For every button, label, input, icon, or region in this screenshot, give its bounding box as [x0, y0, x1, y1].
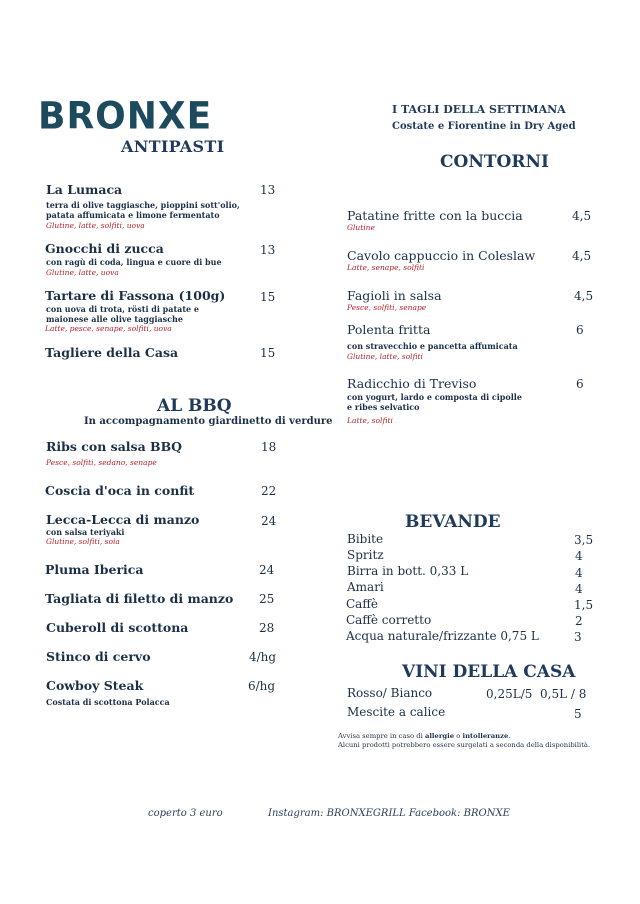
contorno-allergens: Glutine [347, 223, 375, 232]
contorno-desc: e ribes selvatico [347, 402, 420, 412]
antipasto-desc: terra di olive taggiasche, pioppini sott'olio, [46, 200, 240, 210]
bbq-item-price: 24 [259, 563, 275, 577]
bevanda-price: 3,5 [574, 533, 594, 547]
bbq-item-price: 4/hg [249, 650, 277, 664]
antipasto-name: La Lumaca [46, 182, 123, 197]
coperto-text: coperto 3 euro [148, 808, 223, 819]
brand-logo: BRONXE [38, 94, 213, 139]
antipasto-name: Gnocchi di zucca [45, 241, 164, 256]
contorno-price: 6 [576, 323, 584, 337]
notice-allergie: allergie [424, 732, 455, 740]
bbq-item-name: Coscia d'oca in confit [45, 483, 195, 498]
bbq-item-price: 25 [259, 592, 275, 606]
antipasto-name: Tartare di Fassona (100g) [45, 288, 226, 303]
bbq-item-name: Cowboy Steak [46, 678, 144, 693]
bevande-title: BEVANDE [405, 512, 501, 532]
vini-title: VINI DELLA CASA [402, 662, 576, 682]
bevanda-name: Caffè [346, 597, 378, 611]
bevanda-price: 3 [574, 630, 582, 644]
antipasto-name: Tagliere della Casa [45, 345, 179, 360]
contorno-price: 4,5 [572, 249, 592, 263]
bevanda-name: Amari [347, 580, 384, 594]
notice-intolleranze: intolleranze [462, 732, 509, 740]
bbq-subtitle: In accompagnamento giardinetto di verdure [84, 416, 333, 427]
bbq-item-price: 28 [259, 621, 275, 635]
contorno-name: Radicchio di Treviso [347, 376, 477, 391]
tagli-title: I TAGLI DELLA SETTIMANA [392, 103, 566, 116]
notice-text: . [508, 732, 511, 740]
bevanda-name: Spritz [347, 548, 384, 562]
contorni-title: CONTORNI [440, 152, 549, 172]
notice-text: Avvisa sempre in caso di [338, 732, 425, 740]
antipasto-allergens: Glutine, latte, uova [46, 268, 119, 277]
antipasto-desc: maionese alle olive taggiasche [46, 314, 183, 324]
bbq-item-price: 18 [261, 440, 277, 454]
bevanda-price: 2 [575, 614, 583, 628]
bbq-item-price: 22 [261, 484, 277, 498]
antipasto-desc: con uova di trota, rösti di patate e [46, 304, 199, 314]
antipasto-price: 13 [260, 183, 276, 197]
bevanda-price: 4 [575, 582, 583, 596]
bbq-item-name: Pluma Iberica [45, 562, 144, 577]
bbq-item-name: Ribs con salsa BBQ [46, 439, 183, 454]
bbq-item-name: Lecca-Lecca di manzo [46, 512, 200, 527]
contorno-name: Fagioli in salsa [347, 288, 442, 303]
notice-text: o [454, 732, 463, 740]
contorno-price: 6 [576, 377, 584, 391]
contorno-allergens: Pesce, solfiti, senape [347, 303, 427, 312]
contorno-desc: con yogurt, lardo e composta di cipolle [347, 392, 522, 402]
vino-name: Rosso/ Bianco [347, 686, 433, 700]
bbq-item-allergens: Pesce, solfiti, sedano, senape [46, 458, 157, 467]
bevanda-price: 4 [575, 549, 583, 563]
frozen-notice: Alcuni prodotti potrebbero essere surgelati a seconda della disponibilità. [338, 741, 591, 749]
contorno-name: Polenta fritta [347, 322, 431, 337]
bevanda-name: Acqua naturale/frizzante 0,75 L [346, 629, 539, 643]
antipasto-price: 15 [260, 290, 276, 304]
antipasto-desc: con ragù di coda, lingua e cuore di bue [46, 257, 222, 267]
bbq-item-name: Cuberoll di scottona [46, 620, 189, 635]
antipasto-price: 13 [260, 243, 276, 257]
bbq-item-allergens: Glutine, solfiti, soia [46, 537, 120, 546]
bbq-item-price: 24 [261, 514, 277, 528]
bbq-item-desc: Costata di scottona Polacca [46, 697, 170, 707]
vino-half-price: 0,5L / 8 [540, 687, 587, 701]
antipasto-desc: patata affumicata e limone fermentato [46, 210, 220, 220]
contorno-allergens: Glutine, latte, solfiti [347, 352, 423, 361]
contorno-allergens: Latte, senape, solfiti [347, 263, 425, 272]
tagli-subtitle: Costate e Fiorentine in Dry Aged [392, 121, 576, 132]
bbq-item-price: 6/hg [248, 679, 276, 693]
bbq-item-desc: con salsa teriyaki [46, 527, 125, 537]
vino-price: 5 [574, 707, 582, 721]
vino-name: Mescite a calice [347, 705, 446, 719]
bevanda-price: 4 [575, 566, 583, 580]
contorno-name: Patatine fritte con la buccia [347, 208, 523, 223]
bbq-item-name: Stinco di cervo [46, 649, 151, 664]
bevanda-name: Birra in bott. 0,33 L [347, 564, 469, 578]
antipasto-allergens: Glutine, latte, solfiti, uova [46, 221, 145, 230]
vino-quarter-price: 0,25L/5 [486, 687, 533, 701]
contorno-name: Cavolo cappuccio in Coleslaw [347, 248, 536, 263]
allergy-notice [338, 732, 510, 741]
antipasti-title: ANTIPASTI [121, 137, 225, 156]
bevanda-price: 1,5 [574, 598, 594, 612]
contorno-desc: con stravecchio e pancetta affumicata [347, 341, 518, 351]
bevanda-name: Bibite [347, 532, 384, 546]
social-text: Instagram: BRONXEGRILL Facebook: BRONXE [268, 808, 510, 819]
antipasto-allergens: Latte, pesce, senape, solfiti, uova [45, 324, 172, 333]
contorno-price: 4,5 [572, 209, 592, 223]
bbq-item-name: Tagliata di filetto di manzo [45, 591, 234, 606]
bevanda-name: Caffè corretto [346, 613, 432, 627]
contorno-price: 4,5 [574, 289, 594, 303]
bbq-title: AL BBQ [157, 396, 232, 416]
contorno-allergens: Latte, solfiti [347, 416, 393, 425]
antipasto-price: 15 [260, 346, 276, 360]
